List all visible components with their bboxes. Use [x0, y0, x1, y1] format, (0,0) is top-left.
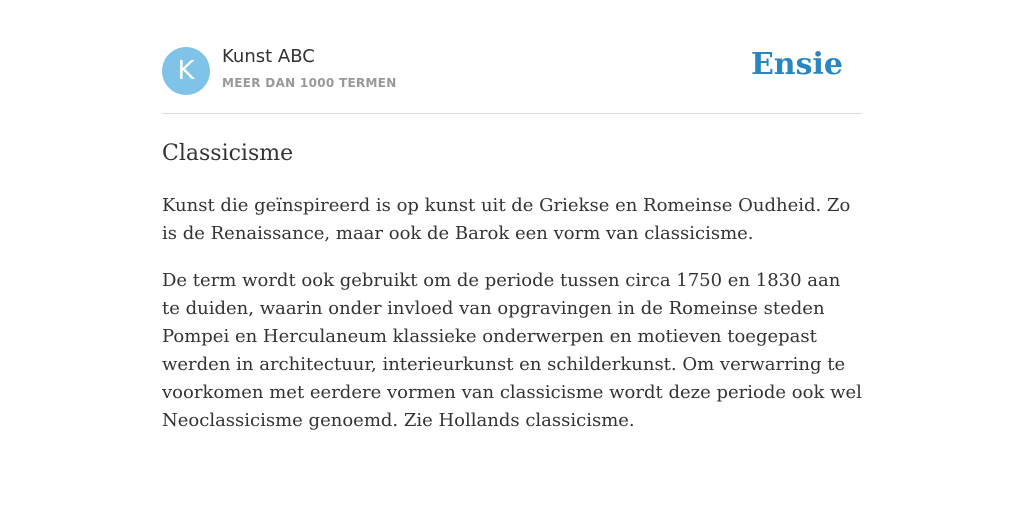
definition-paragraph: Kunst die geïnspireerd is op kunst uit de Griekse en Romeinse Oudheid. Zo is de Renaissance, maar ook de Barok een vorm van classicisme. — [162, 195, 851, 244]
source-title[interactable]: Kunst ABC — [222, 46, 315, 67]
definition-paragraph: De term wordt ook gebruikt om de periode tussen circa 1750 en 1830 aan te duiden, waarin onder invloed van opgravingen in de Romeinse steden Pompei en Herculaneum klassieke onderwerpen en motieven toegepast werden in architectuur, interieurkunst en schilderkunst. Om verwarring te voorkomen met eerdere vormen van classicisme wordt deze periode ook wel Neoclassicisme genoemd. Zie Hollands classicisme. — [162, 270, 862, 431]
brand-logo[interactable]: Ensie — [750, 47, 843, 82]
source-avatar[interactable]: K — [162, 47, 210, 95]
entry-card — [162, 0, 862, 435]
header — [162, 0, 862, 114]
term-title: Classicisme — [162, 141, 294, 166]
source-term-count: MEER DAN 1000 TERMEN — [222, 76, 397, 90]
